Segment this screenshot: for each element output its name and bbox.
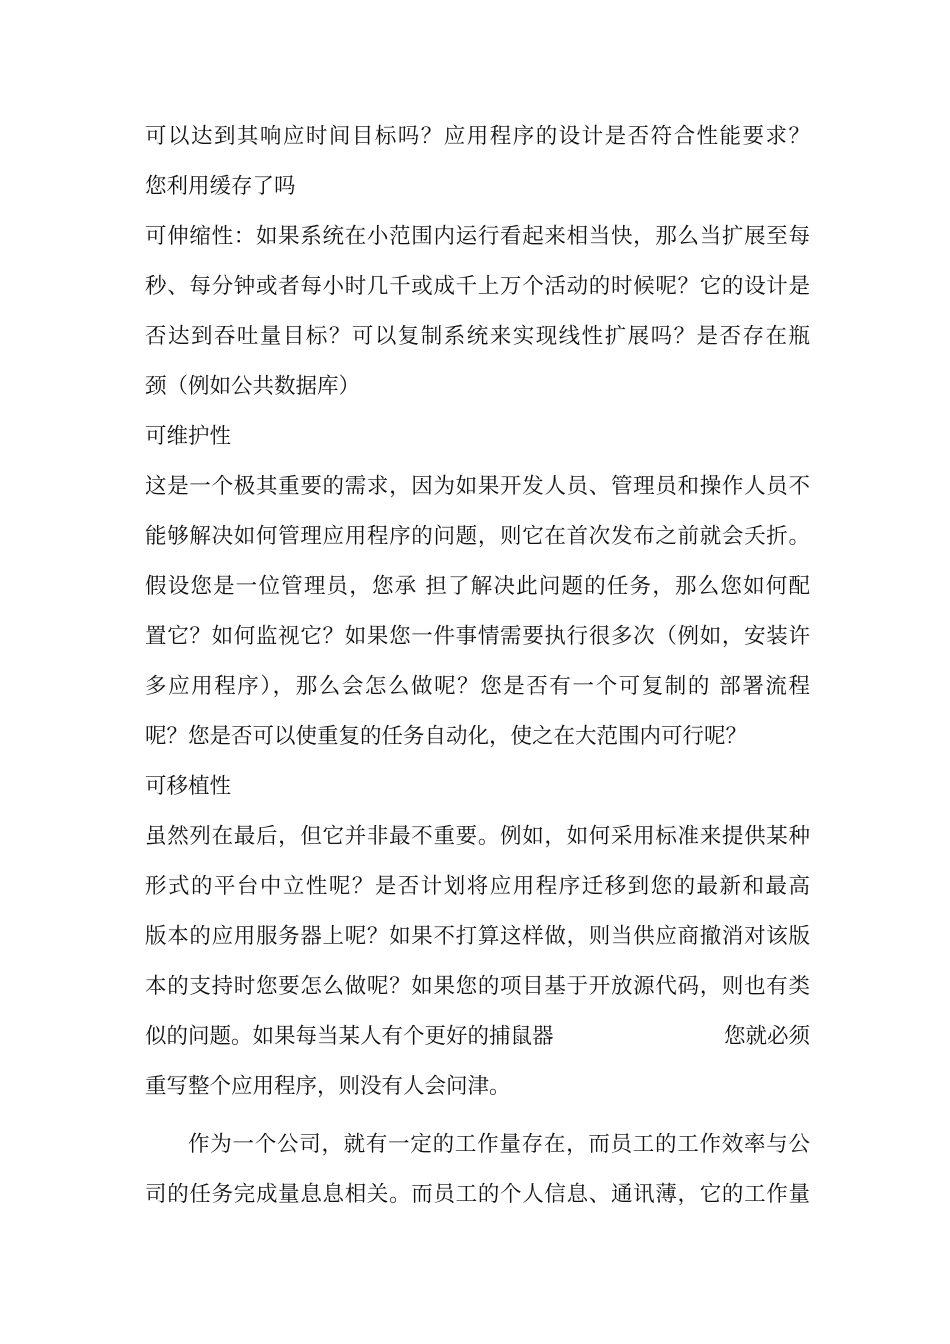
text-line: 呢？您是否可以使重复的任务自动化，使之在大范围内可行呢？	[145, 724, 748, 749]
text-line: 本的支持时您要怎么做呢？如果您的项目基于开放源代码，则也有类	[145, 974, 810, 999]
text-line: 秒、每分钟或者每小时几千或成千上万个活动的时候呢？它的设计是	[145, 274, 810, 299]
text-line: 置它？如何监视它？如果您一件事情需要执行很多次（例如，安装许	[145, 624, 810, 649]
text-fragment-left: 似的问题。如果每当某人有个更好的捕鼠器	[145, 1024, 554, 1049]
text-line: 形式的平台中立性呢？是否计划将应用程序迁移到您的最新和最高	[145, 874, 810, 899]
section-heading: 可移植性	[145, 774, 232, 799]
text-line-split	[145, 1012, 810, 1062]
text-line: 司的任务完成量息息相关。而员工的个人信息、通讯薄，它的工作量	[145, 1182, 810, 1207]
text-line: 多应用程序），那么会怎么做呢？您是否有一个可复制的 部署流程	[145, 674, 810, 699]
text-line: 假设您是一位管理员，您承 担了解决此问题的任务，那么您如何配	[145, 574, 810, 599]
text-fragment-right: 您就必须	[723, 1024, 810, 1049]
text-line: 颈（例如公共数据库）	[145, 374, 361, 399]
text-line: 这是一个极其重要的需求，因为如果开发人员、管理员和操作人员不	[145, 474, 810, 499]
text-line: 能够解决如何管理应用程序的问题，则它在首次发布之前就会夭折。	[145, 524, 810, 549]
text-line: 虽然列在最后，但它并非最不重要。例如，如何采用标准来提供某种	[145, 824, 810, 849]
paragraph-first-line: 作为一个公司，就有一定的工作量存在，而员工的工作效率与公	[188, 1132, 810, 1157]
text-line: 可以达到其响应时间目标吗？应用程序的设计是否符合性能要求？	[145, 124, 810, 149]
text-line: 可伸缩性：如果系统在小范围内运行看起来相当快，那么当扩展至每	[145, 224, 810, 249]
text-line: 否达到吞吐量目标？可以复制系统来实现线性扩展吗？是否存在瓶	[145, 324, 810, 349]
text-line: 重写整个应用程序，则没有人会问津。	[145, 1074, 511, 1099]
document-body	[145, 112, 810, 1220]
text-line: 您利用缓存了吗	[145, 174, 296, 199]
section-heading: 可维护性	[145, 424, 232, 449]
text-line: 版本的应用服务器上呢？如果不打算这样做，则当供应商撤消对该版	[145, 924, 810, 949]
